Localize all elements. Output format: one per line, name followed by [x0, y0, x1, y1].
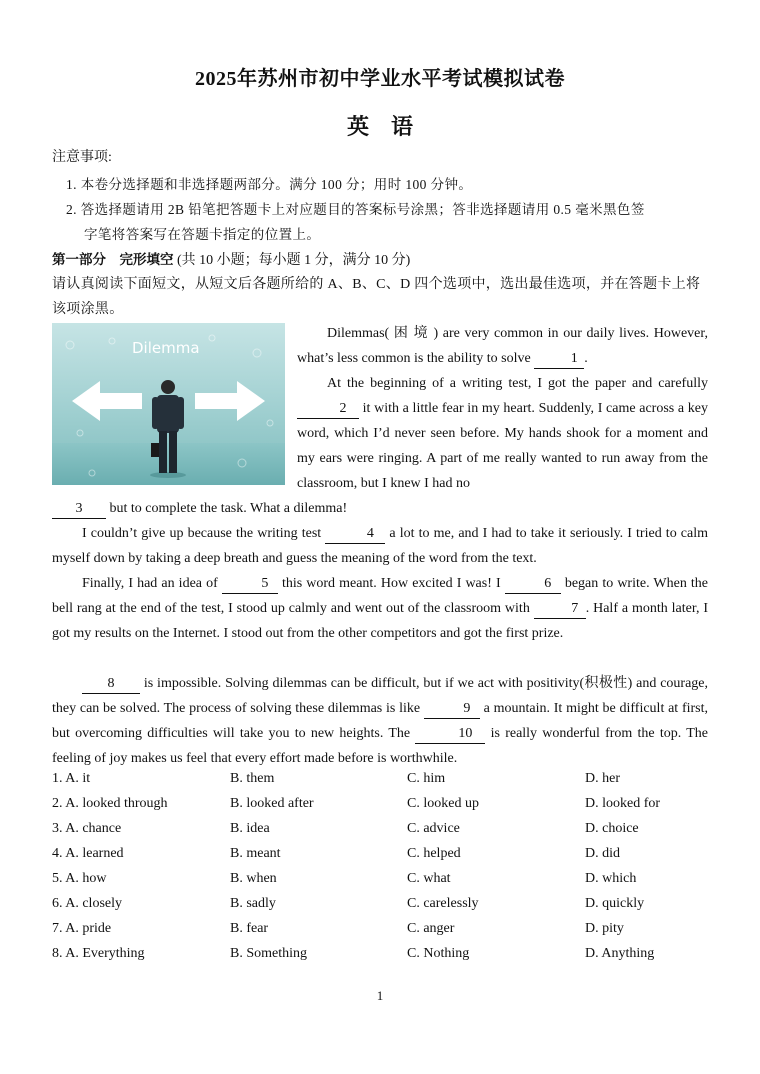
passage-paragraph-1 — [297, 321, 708, 371]
blank-5: 5 — [222, 575, 278, 594]
dilemma-image — [52, 323, 285, 485]
left-arrow-icon — [72, 381, 142, 421]
option-b: B. sadly — [230, 896, 276, 911]
section-title: 第一部分 完形填空 — [52, 252, 174, 268]
paragraph-text: it with a little fear in my heart. Suddenly, I came across a key word, which I’d never seen before. My hands shook for a moment and my ears were ringing. A part of me really wanted to run away from the classroom, but I knew I had no — [297, 401, 708, 491]
question-5-options — [52, 871, 712, 896]
option-a: 4. A. learned — [52, 846, 124, 861]
section-note: (共 10 小题；每小题 1 分，满分 10 分) — [177, 253, 411, 268]
option-b: B. meant — [230, 846, 281, 861]
paragraph-text: Dilemmas( 困 境 ) are very common in our daily lives. However, what’s less common is the ability to solve — [297, 326, 708, 366]
option-d: D. choice — [585, 821, 639, 836]
right-arrow-icon — [195, 381, 265, 421]
passage-paragraph-2-top — [297, 371, 708, 496]
subject-title: 英语 — [346, 114, 435, 139]
option-d: D. did — [585, 846, 620, 861]
paragraph-text: a lot to me, and I had to take it seriously. I tried to calm myself down by taking a deep breath and guess the meaning of the word from the text. — [52, 526, 709, 566]
paragraph-text: but to complete the task. What a dilemma! — [109, 501, 348, 516]
blank-8: 8 — [82, 675, 140, 694]
blank-2: 2 — [297, 400, 359, 419]
question-3-options — [52, 821, 712, 846]
blank-7: 7 — [534, 600, 586, 619]
option-a: 5. A. how — [52, 871, 107, 886]
paragraph-text: . — [584, 351, 588, 366]
passage-paragraph-2-bottom — [52, 496, 708, 521]
paragraph-text: began to write. When the bell rang at the end of the test, I stood up calmly and went out of the classroom with — [52, 576, 709, 616]
option-a: 2. A. looked through — [52, 796, 168, 811]
question-7-options — [52, 921, 712, 946]
page-title: 2025年苏州市初中学业水平考试模拟试卷 — [195, 68, 565, 90]
option-a: 1. A. it — [52, 771, 91, 786]
option-d: D. looked for — [585, 796, 661, 811]
option-b: B. fear — [230, 921, 269, 936]
option-a: 7. A. pride — [52, 921, 112, 936]
option-b: B. them — [230, 771, 275, 786]
option-d: D. her — [585, 771, 620, 786]
paragraph-text: I couldn’t give up because the writing test — [82, 526, 322, 541]
option-d: D. Anything — [585, 946, 655, 961]
option-d: D. quickly — [585, 896, 645, 911]
option-b: B. idea — [230, 821, 270, 836]
option-a: 3. A. chance — [52, 821, 122, 836]
passage-paragraph-5 — [52, 671, 708, 771]
page-number: 1 — [376, 988, 384, 1003]
blank-6: 6 — [505, 575, 561, 594]
floor-shape — [52, 443, 285, 485]
question-6-options — [52, 896, 712, 921]
option-c: C. advice — [407, 821, 460, 836]
paragraph-text: Finally, I had an idea of — [82, 576, 218, 591]
notice-heading: 注意事项: — [52, 150, 112, 165]
blank-10: 10 — [415, 725, 485, 744]
blank-9: 9 — [424, 700, 480, 719]
option-c: C. anger — [407, 921, 455, 936]
option-d: D. which — [585, 871, 637, 886]
passage-paragraph-3 — [52, 521, 708, 571]
option-c: C. Nothing — [407, 946, 470, 961]
passage-paragraph-4 — [52, 571, 708, 646]
section-header — [52, 248, 410, 269]
option-b: B. looked after — [230, 796, 314, 811]
paragraph-text: is impossible. Solving dilemmas can be difficult, but if we act with positivity(积极性) and courage, they can be solved. The process of solving these dilemmas is like — [52, 676, 709, 716]
option-a: 8. A. Everything — [52, 946, 145, 961]
paragraph-text: is really wonderful from the top. The feeling of joy makes us feel that every effort made before is worthwhile. — [52, 726, 709, 766]
dilemma-illustration — [52, 323, 285, 485]
option-c: C. what — [407, 871, 451, 886]
paragraph-text: . Half a month later, I got my results on the Internet. I stood out from the other competitors and got the first prize. — [52, 601, 708, 641]
option-d: D. pity — [585, 921, 624, 936]
paragraph-text: this word meant. How excited I was! I — [281, 576, 501, 591]
paragraph-text: a mountain. It might be difficult at first, but overcoming difficulties will take you to new heights. The — [52, 701, 709, 741]
notice-item-2: 2. 答选择题请用 2B 铅笔把答题卡上对应题目的答案标号涂黑；答非选择题请用 0.5 毫米黑色签 — [66, 202, 645, 217]
question-8-options — [52, 946, 712, 971]
notice-item-1: 1. 本卷分选择题和非选择题两部分。满分 100 分；用时 100 分钟。 — [66, 177, 473, 192]
question-1-options — [52, 771, 712, 796]
question-2-options — [52, 796, 712, 821]
option-b: B. when — [230, 871, 277, 886]
option-c: C. helped — [407, 846, 461, 861]
section-instructions: 请认真阅读下面短文，从短文后各题所给的 A、B、C、D 四个选项中，选出最佳选项，并在答题卡上将该项涂黑。 — [52, 277, 701, 317]
image-label: Dilemma — [132, 339, 200, 357]
option-b: B. Something — [230, 946, 308, 961]
option-a: 6. A. closely — [52, 896, 122, 911]
question-4-options — [52, 846, 712, 871]
paragraph-text: At the beginning of a writing test, I got the paper and carefully — [327, 376, 708, 391]
option-c: C. him — [407, 771, 446, 786]
notice-item-2-cont: 字笔将答案写在答题卡指定的位置上。 — [84, 227, 321, 242]
option-c: C. looked up — [407, 796, 479, 811]
blank-3: 3 — [52, 500, 106, 519]
option-c: C. carelessly — [407, 896, 479, 911]
blank-4: 4 — [325, 525, 385, 544]
blank-1: 1 — [534, 350, 584, 369]
